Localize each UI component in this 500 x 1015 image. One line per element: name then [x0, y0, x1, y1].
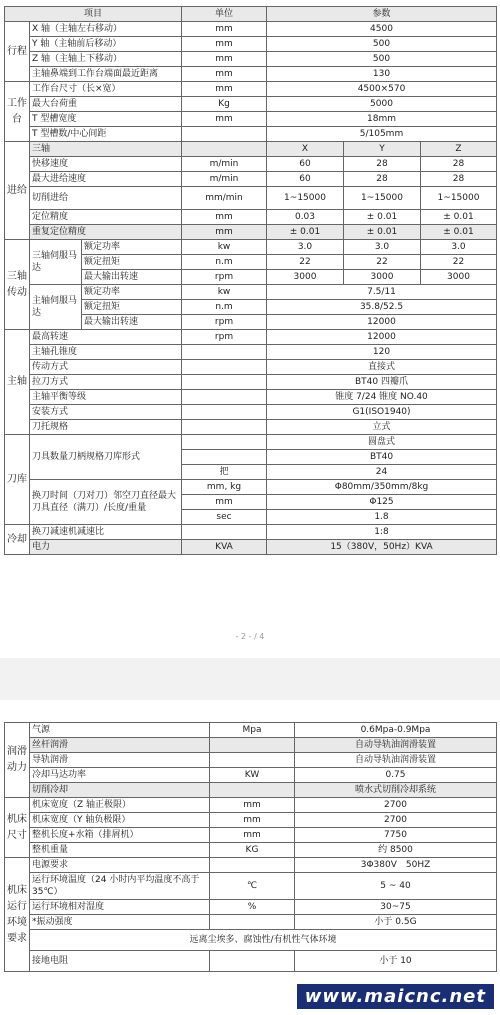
- table-row: 最大输出转速 rpm 12000: [5, 315, 497, 330]
- page-number: - 2 - / 4: [235, 632, 265, 641]
- table-row: 丝杆润滑 自动导轨油润滑装置: [5, 738, 497, 753]
- table-row: sec 1.8: [5, 510, 497, 525]
- table-row: Z 轴（主轴上下移动） mm 500: [5, 52, 497, 67]
- header-param: 参数: [267, 7, 497, 22]
- table-row: 主轴平衡等级 锥度 7/24 锥度 NO.40: [5, 390, 497, 405]
- table-row: 最大台荷重 Kg 5000: [5, 97, 497, 112]
- group-drive: 三轴传动: [5, 240, 30, 330]
- table-row: 额定扭矩 n.m 22 22 22: [5, 255, 497, 270]
- group-spindle: 主轴: [5, 330, 30, 435]
- spindle-motor-label: 主轴伺服马达: [30, 285, 82, 330]
- group-environment: 机床运行环境要求: [5, 858, 30, 972]
- servo-label: 三轴伺服马达: [30, 240, 82, 285]
- table-row: *振动强度 小于 0.5G: [5, 915, 497, 930]
- table-row: 润滑动力 气源 Mpa 0.6Mpa-0.9Mpa: [5, 723, 497, 738]
- page-gap: [0, 658, 500, 700]
- table-row: 电力 KVA 15（380V，50Hz）KVA: [5, 540, 497, 555]
- group-cooling: 冷却: [5, 525, 30, 555]
- magazine-label-1: 刀具数量刀柄规格刀库形式: [30, 435, 182, 480]
- table-row: 接地电阻 小于 10: [5, 951, 497, 972]
- table-row: 冷却马达功率 KW 0.75: [5, 768, 497, 783]
- table-row: 定位精度 mm 0.03 ± 0.01 ± 0.01: [5, 210, 497, 225]
- group-size: 机床尺寸: [5, 798, 30, 858]
- table-row: 主轴 最高转速 rpm 12000: [5, 330, 497, 345]
- table-row: 三轴传动 三轴伺服马达 额定功率 kw 3.0 3.0 3.0: [5, 240, 497, 255]
- table-row: mm Φ125: [5, 495, 497, 510]
- table-row: 把 24: [5, 465, 497, 480]
- table-row: 主轴伺服马达 额定功率 kw 7.5/11: [5, 285, 497, 300]
- table-row: BT40: [5, 450, 497, 465]
- header-unit: 单位: [182, 7, 267, 22]
- spec-page-2: [0, 700, 500, 1015]
- table-row: 行程 X 轴（主轴左右移动） mm 4500: [5, 22, 497, 37]
- group-lube: 润滑动力: [5, 723, 30, 798]
- table-row: 最大进给速度 m/min 60 28 28: [5, 172, 497, 187]
- table-row: 刀库 刀具数量刀柄规格刀库形式 圆盘式: [5, 435, 497, 450]
- spec-table-1: [4, 6, 497, 555]
- group-feed: 进给: [5, 142, 30, 240]
- table-row: 安装方式 G1(ISO1940): [5, 405, 497, 420]
- table-row: 快移速度 m/min 60 28 28: [5, 157, 497, 172]
- table-row: T 型槽数/中心间距 5/105mm: [5, 127, 497, 142]
- table-row: 机床尺寸 机床宽度（Z 轴正极限） mm 2700: [5, 798, 497, 813]
- table-row: 切削冷却 喷水式切削冷却系统: [5, 783, 497, 798]
- table-row: 传动方式 直接式: [5, 360, 497, 375]
- table-row: 主轴孔锥度 120: [5, 345, 497, 360]
- table-row: T 型槽宽度 mm 18mm: [5, 112, 497, 127]
- group-travel: 行程: [5, 22, 30, 82]
- group-magazine: 刀库: [5, 435, 30, 525]
- table-row: 整机长度+水箱（排屑机） mm 7750: [5, 828, 497, 843]
- table-row: 机床运行环境要求 电源要求 3Φ380V 50HZ: [5, 858, 497, 873]
- table-row: 整机重量 KG 约 8500: [5, 843, 497, 858]
- table-row: [5, 930, 497, 951]
- magazine-label-2: 换刀时间（刀对刀）邻空刀直径最大刀具直径（满刀）/长度/重量: [30, 480, 182, 525]
- env-note: 远离尘埃多、腐蚀性/有机性气体环境: [30, 930, 497, 951]
- table-row: 冷却 换刀减速机减速比 1:8: [5, 525, 497, 540]
- header-item: 项目: [5, 7, 182, 22]
- table-row: 运行环境温度（24 小时内平均温度不高于 35℃） ℃ 5 ~ 40: [5, 873, 497, 900]
- header-row: [5, 7, 497, 22]
- table-row: 主轴鼻端到工作台端面最近距离 mm 130: [5, 67, 497, 82]
- table-row: 机床宽度（Y 轴负极限） mm 2700: [5, 813, 497, 828]
- table-row: 最大输出转速 rpm 3000 3000 3000: [5, 270, 497, 285]
- table-row: 换刀时间（刀对刀）邻空刀直径最大刀具直径（满刀）/长度/重量 mm, kg Φ80mm/350mm/8kg: [5, 480, 497, 495]
- group-worktable: 工作台: [5, 82, 30, 142]
- table-row: 导轨润滑 自动导轨油润滑装置: [5, 753, 497, 768]
- table-row: 进给 三轴 X Y Z: [5, 142, 497, 157]
- table-row: Y 轴（主轴前后移动） mm 500: [5, 37, 497, 52]
- table-row: 重复定位精度 mm ± 0.01 ± 0.01 ± 0.01: [5, 225, 497, 240]
- table-row: 运行环境相对湿度 % 30~75: [5, 900, 497, 915]
- watermark-logo: www.maicnc.net: [297, 984, 494, 1009]
- table-row: 拉刀方式 BT40 四瓣爪: [5, 375, 497, 390]
- table-row: 刀托规格 立式: [5, 420, 497, 435]
- table-row: 工作台 工作台尺寸（长×宽） mm 4500×570: [5, 82, 497, 97]
- table-row: 额定扭矩 n.m 35.8/52.5: [5, 300, 497, 315]
- table-row: 切削进给 mm/min 1~15000 1~15000 1~15000: [5, 187, 497, 210]
- spec-table-2: [4, 722, 497, 972]
